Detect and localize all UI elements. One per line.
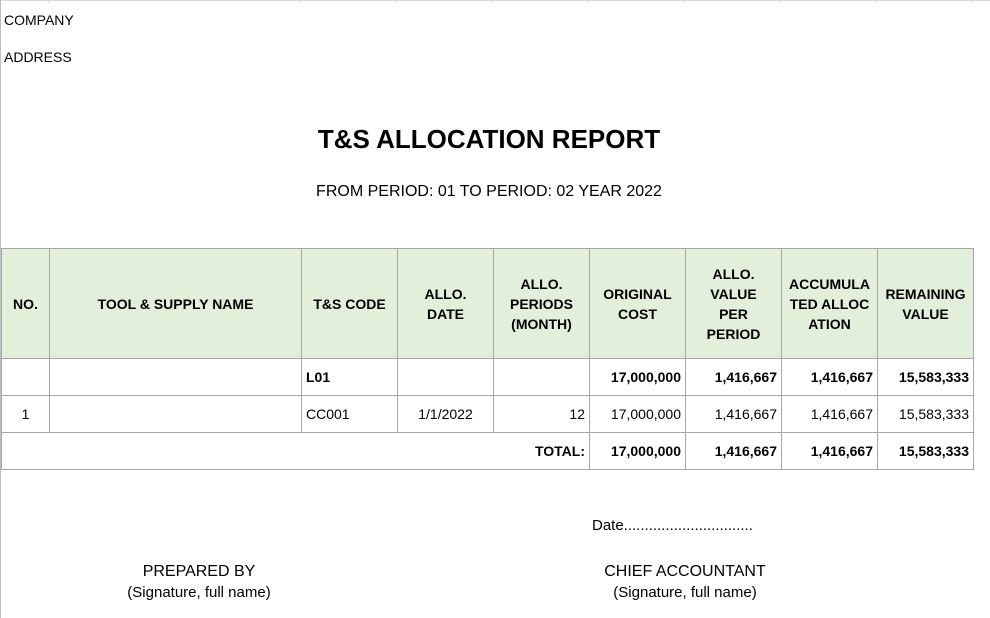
date-line[interactable]: Date............................... (592, 517, 753, 534)
total-original-cost-cell[interactable]: 17,000,000 (590, 433, 686, 470)
group-value-per-period-cell[interactable]: 1,416,667 (686, 359, 782, 396)
sheet-gridline (876, 0, 877, 3)
sheet-gridline (492, 0, 493, 3)
table-cell[interactable] (50, 359, 302, 396)
col-header-value-per-period[interactable]: ALLO. VALUE PER PERIOD (686, 249, 782, 359)
row-original-cost-cell[interactable]: 17,000,000 (590, 396, 686, 433)
sheet-gridline (684, 0, 685, 3)
col-header-remaining[interactable]: REMAINING VALUE (878, 249, 974, 359)
row-code-cell[interactable]: CC001 (302, 396, 398, 433)
col-header-no[interactable]: NO. (2, 249, 50, 359)
group-remaining-cell[interactable]: 15,583,333 (878, 359, 974, 396)
row-date-cell[interactable]: 1/1/2022 (398, 396, 494, 433)
total-value-per-period-cell[interactable]: 1,416,667 (686, 433, 782, 470)
total-row (2, 433, 974, 470)
total-remaining-cell[interactable]: 15,583,333 (878, 433, 974, 470)
sheet-gridline (780, 0, 781, 3)
table-cell[interactable] (398, 359, 494, 396)
company-label[interactable]: COMPANY (4, 12, 74, 28)
table-cell[interactable] (2, 359, 50, 396)
sheet-gridline (972, 0, 973, 3)
row-remaining-cell[interactable]: 15,583,333 (878, 396, 974, 433)
chief-accountant-block (570, 561, 800, 603)
group-code-cell[interactable]: L01 (302, 359, 398, 396)
sheet-gridline (48, 0, 49, 3)
total-label-cell[interactable]: TOTAL: (2, 433, 590, 470)
group-original-cost-cell[interactable]: 17,000,000 (590, 359, 686, 396)
chief-accountant-label[interactable]: CHIEF ACCOUNTANT (604, 563, 766, 580)
prepared-by-label[interactable]: PREPARED BY (142, 563, 256, 580)
col-header-original-cost[interactable]: ORIGINAL COST (590, 249, 686, 359)
total-accumulated-cell[interactable]: 1,416,667 (782, 433, 878, 470)
col-header-code[interactable]: T&S CODE (302, 249, 398, 359)
col-header-date[interactable]: ALLO. DATE (398, 249, 494, 359)
chief-accountant-signature-hint[interactable]: (Signature, full name) (613, 584, 757, 601)
row-no-cell[interactable]: 1 (2, 396, 50, 433)
row-name-cell[interactable] (50, 396, 302, 433)
table-cell[interactable] (494, 359, 590, 396)
address-label[interactable]: ADDRESS (4, 49, 72, 65)
table-row (2, 396, 974, 433)
col-header-accumulated[interactable]: ACCUMULATED ALLOCATION (782, 249, 878, 359)
allocation-table (1, 248, 974, 470)
sheet-gridline (396, 0, 397, 3)
row-periods-cell[interactable]: 12 (494, 396, 590, 433)
col-header-name[interactable]: TOOL & SUPPLY NAME (50, 249, 302, 359)
row-accumulated-cell[interactable]: 1,416,667 (782, 396, 878, 433)
sheet-gridline (0, 0, 990, 1)
group-row (2, 359, 974, 396)
row-value-per-period-cell[interactable]: 1,416,667 (686, 396, 782, 433)
sheet-gridline (588, 0, 589, 3)
report-title[interactable]: T&S ALLOCATION REPORT (317, 124, 661, 154)
prepared-by-block (98, 561, 300, 603)
col-header-periods[interactable]: ALLO. PERIODS (MONTH) (494, 249, 590, 359)
sheet-gridline (300, 0, 301, 3)
table-header-row (2, 249, 974, 359)
report-period[interactable]: FROM PERIOD: 01 TO PERIOD: 02 YEAR 2022 (316, 183, 662, 200)
group-accumulated-cell[interactable]: 1,416,667 (782, 359, 878, 396)
prepared-by-signature-hint[interactable]: (Signature, full name) (127, 584, 271, 601)
